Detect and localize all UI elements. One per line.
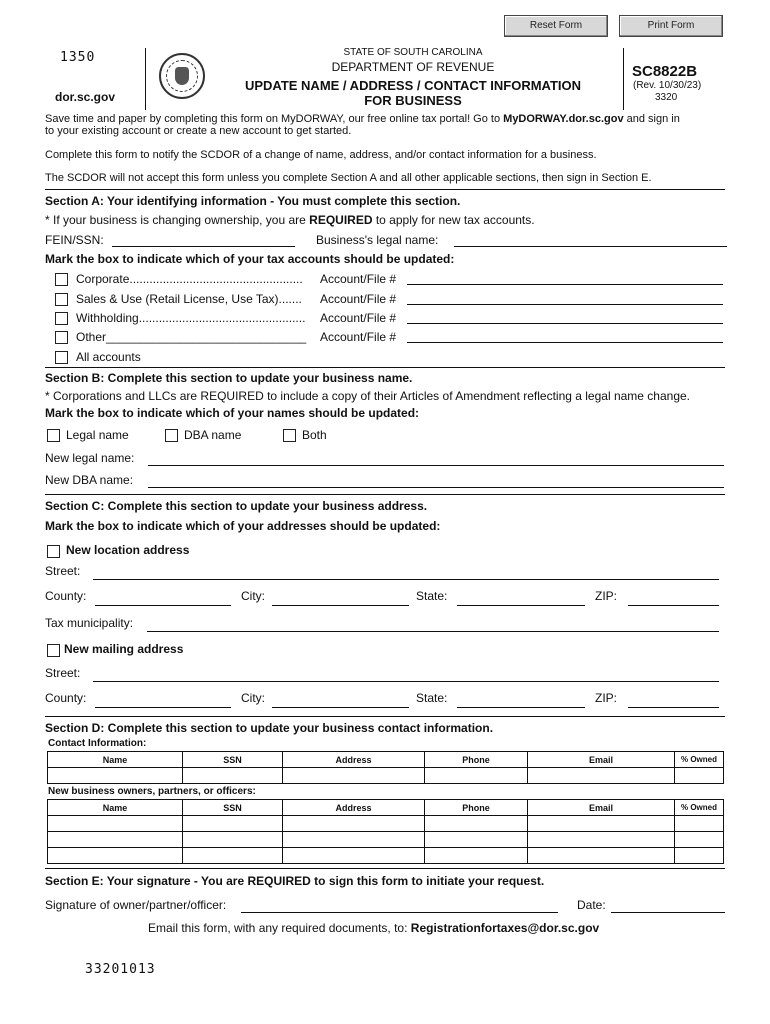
revision-date: (Rev. 10/30/23): [633, 80, 702, 91]
website: dor.sc.gov: [55, 90, 116, 104]
other-checkbox[interactable]: [55, 331, 68, 344]
signature-label: Signature of owner/partner/officer:: [45, 898, 227, 912]
legal-name-label: Business's legal name:: [316, 233, 439, 247]
both-option-label: Both: [302, 428, 327, 442]
section-divider: [45, 868, 725, 869]
section-e-heading: Section E: Your signature - You are REQUIRED to sign this form to initiate your request.: [45, 874, 545, 888]
section-b-heading: Section B: Complete this section to update your business name.: [45, 371, 413, 385]
tax-municipality-input[interactable]: [147, 631, 719, 632]
table-row[interactable]: [48, 832, 724, 848]
legal-name-option-label: Legal name: [66, 428, 129, 442]
legal-name-input[interactable]: [454, 246, 727, 247]
col-email: Email: [528, 800, 675, 816]
location-city-label: City:: [241, 589, 265, 603]
col-owned: % Owned: [675, 800, 724, 816]
sales-use-acct-label: Account/File #: [320, 292, 397, 306]
form-title: UPDATE NAME / ADDRESS / CONTACT INFORMATION: [244, 78, 582, 93]
state-name: STATE OF SOUTH CAROLINA: [343, 47, 483, 58]
mailing-city-input[interactable]: [272, 707, 409, 708]
new-legal-name-label: New legal name:: [45, 451, 135, 465]
section-divider: [45, 189, 725, 190]
date-input[interactable]: [611, 912, 725, 913]
print-form-button[interactable]: Print Form: [619, 15, 723, 37]
corporate-acct-input[interactable]: [407, 284, 723, 285]
new-dba-name-label: New DBA name:: [45, 473, 134, 487]
all-accounts-label: All accounts: [76, 350, 141, 364]
section-a-note: * If your business is changing ownership, you are REQUIRED to apply for new tax accounts.: [45, 213, 535, 227]
intro-paragraph-1-cont: to your existing account or create a new account to get started.: [45, 125, 352, 137]
intro-paragraph-2: Complete this form to notify the SCDOR of a change of name, address, and/or contact information for a business.: [45, 149, 597, 161]
section-divider: [45, 494, 725, 495]
both-checkbox[interactable]: [283, 429, 296, 442]
owners-label: New business owners, partners, or officers:: [48, 786, 256, 797]
mailing-street-input[interactable]: [93, 681, 719, 682]
section-d-heading: Section D: Complete this section to update your business contact information.: [45, 721, 494, 735]
email-instructions: Email this form, with any required documents, to: Registrationfortaxes@dor.sc.gov: [148, 921, 600, 935]
mailing-county-label: County:: [45, 691, 87, 705]
section-b-note: * Corporations and LLCs are REQUIRED to include a copy of their Articles of Amendment reflecting a legal name change.: [45, 389, 691, 403]
col-address: Address: [283, 752, 425, 768]
location-county-input[interactable]: [95, 605, 231, 606]
section-c-heading: Section C: Complete this section to update your business address.: [45, 499, 428, 513]
col-ssn: SSN: [183, 800, 283, 816]
mailing-zip-input[interactable]: [628, 707, 719, 708]
intro-paragraph-3: The SCDOR will not accept this form unless you complete Section A and all other applicable sections, then sign in Section E.: [45, 172, 652, 184]
all-accounts-checkbox[interactable]: [55, 351, 68, 364]
table-row[interactable]: [48, 816, 724, 832]
location-state-input[interactable]: [457, 605, 585, 606]
withholding-acct-label: Account/File #: [320, 311, 397, 325]
revision-code: 3320: [655, 92, 678, 103]
barcode-number: 33201013: [85, 962, 156, 977]
location-county-label: County:: [45, 589, 87, 603]
mailing-street-label: Street:: [45, 666, 81, 680]
section-a-heading: Section A: Your identifying information - You must complete this section.: [45, 194, 461, 208]
table-row[interactable]: [48, 848, 724, 864]
other-acct-label: Account/File #: [320, 330, 397, 344]
tax-municipality-label: Tax municipality:: [45, 616, 134, 630]
mailing-zip-label: ZIP:: [595, 691, 618, 705]
table-row[interactable]: [48, 768, 724, 784]
legal-name-checkbox[interactable]: [47, 429, 60, 442]
header-divider-left: [145, 48, 146, 110]
withholding-label: Withholding..................................................: [76, 311, 306, 325]
reset-form-button[interactable]: Reset Form: [504, 15, 608, 37]
dba-name-option-label: DBA name: [184, 428, 242, 442]
form-subtitle: FOR BUSINESS: [364, 93, 462, 108]
signature-input[interactable]: [241, 912, 558, 913]
date-label: Date:: [577, 898, 606, 912]
mydorway-link[interactable]: MyDORWAY.dor.sc.gov: [503, 113, 624, 125]
location-street-input[interactable]: [93, 579, 719, 580]
col-address: Address: [283, 800, 425, 816]
department-name: DEPARTMENT OF REVENUE: [331, 60, 495, 74]
col-name: Name: [48, 752, 183, 768]
new-mailing-checkbox[interactable]: [47, 644, 60, 657]
col-phone: Phone: [425, 800, 528, 816]
section-a-mark-label: Mark the box to indicate which of your tax accounts should be updated:: [45, 252, 455, 266]
form-code: 1350: [60, 50, 96, 65]
corporate-checkbox[interactable]: [55, 273, 68, 286]
mailing-state-input[interactable]: [457, 707, 585, 708]
new-location-label: New location address: [66, 543, 190, 557]
header-divider-right: [623, 48, 624, 110]
other-acct-input[interactable]: [407, 342, 723, 343]
registration-email-link[interactable]: Registrationfortaxes@dor.sc.gov: [410, 921, 600, 935]
section-c-mark-label: Mark the box to indicate which of your addresses should be updated:: [45, 519, 441, 533]
withholding-checkbox[interactable]: [55, 312, 68, 325]
corporate-label: Corporate....................................................: [76, 272, 303, 286]
location-zip-input[interactable]: [628, 605, 719, 606]
col-email: Email: [528, 752, 675, 768]
contact-info-table: [47, 751, 724, 784]
section-divider: [45, 716, 725, 717]
new-dba-name-input[interactable]: [148, 487, 724, 488]
location-zip-label: ZIP:: [595, 589, 618, 603]
mailing-county-input[interactable]: [95, 707, 231, 708]
contact-info-label: Contact Information:: [48, 738, 147, 749]
new-location-checkbox[interactable]: [47, 545, 60, 558]
form-number: SC8822B: [632, 63, 698, 80]
fein-label: FEIN/SSN:: [45, 233, 104, 247]
location-street-label: Street:: [45, 564, 81, 578]
new-mailing-label: New mailing address: [64, 642, 184, 656]
col-name: Name: [48, 800, 183, 816]
sales-use-acct-input[interactable]: [407, 304, 723, 305]
mailing-state-label: State:: [416, 691, 448, 705]
owners-table: [47, 799, 724, 864]
state-seal: [159, 53, 205, 99]
withholding-acct-input[interactable]: [407, 323, 723, 324]
fein-input[interactable]: [112, 246, 295, 247]
dba-name-checkbox[interactable]: [165, 429, 178, 442]
location-state-label: State:: [416, 589, 448, 603]
mailing-city-label: City:: [241, 691, 265, 705]
location-city-input[interactable]: [272, 605, 409, 606]
section-b-mark-label: Mark the box to indicate which of your names should be updated:: [45, 406, 420, 420]
sales-use-label: Sales & Use (Retail License, Use Tax).......: [76, 292, 302, 306]
section-divider: [45, 367, 725, 368]
other-label: Other______________________________: [76, 330, 307, 344]
col-ssn: SSN: [183, 752, 283, 768]
col-owned: % Owned: [675, 752, 724, 768]
new-legal-name-input[interactable]: [148, 465, 724, 466]
col-phone: Phone: [425, 752, 528, 768]
intro-paragraph-1: Save time and paper by completing this form on MyDORWAY, our free online tax portal! Go to MyDORWAY.dor.sc.gov and sign in: [45, 113, 680, 125]
sales-use-checkbox[interactable]: [55, 293, 68, 306]
corporate-acct-label: Account/File #: [320, 272, 397, 286]
